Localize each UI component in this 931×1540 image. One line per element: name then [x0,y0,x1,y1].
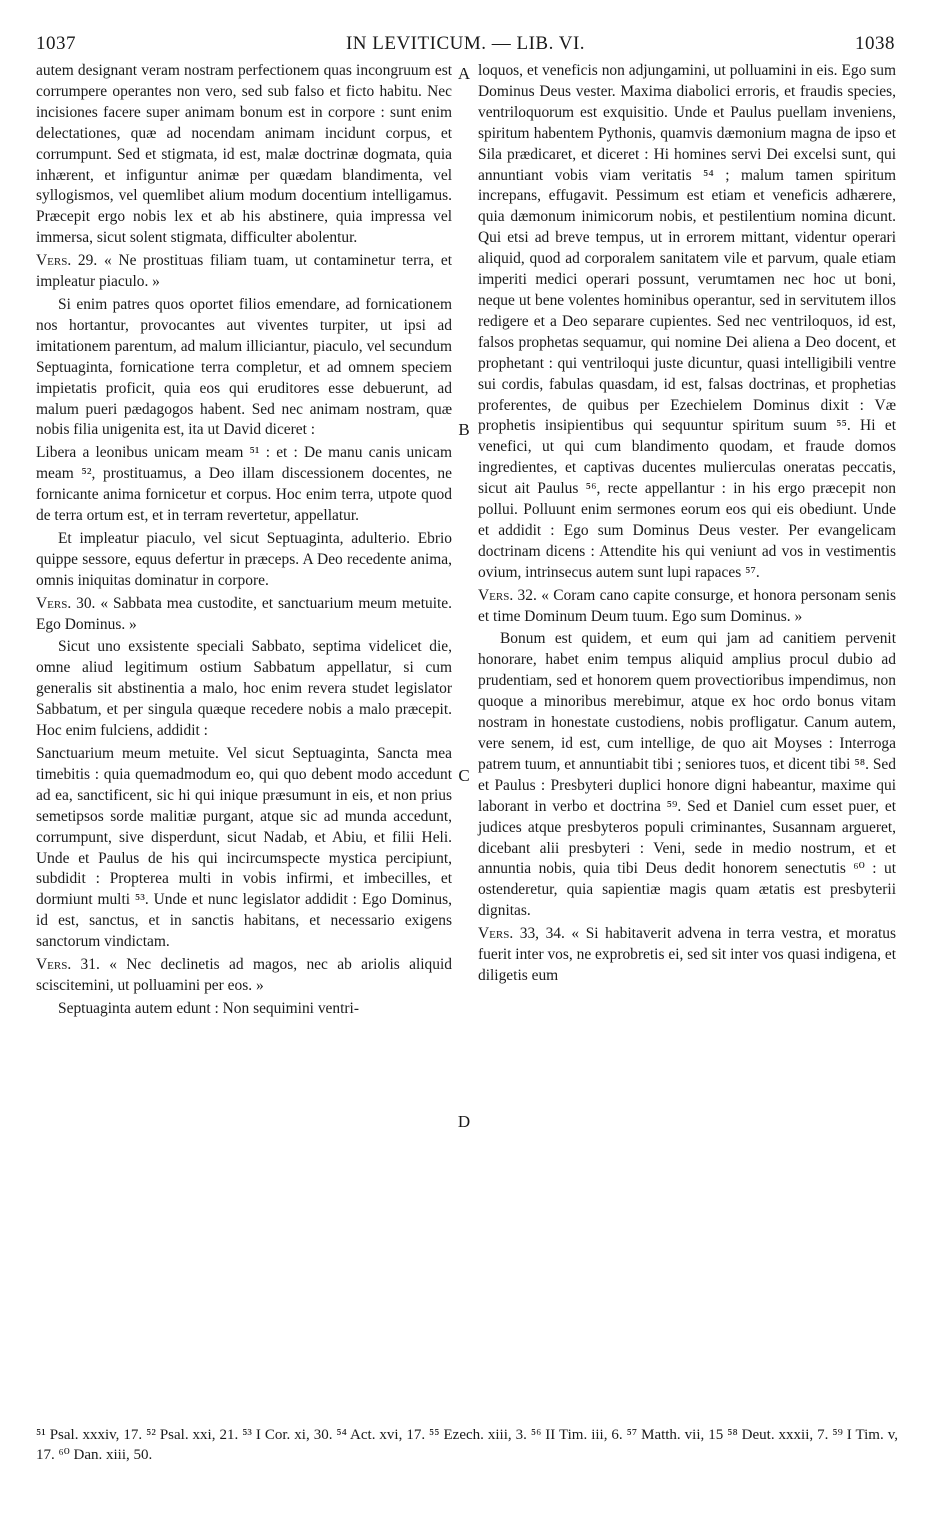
commentary-paragraph: Sicut uno exsistente speciali Sabbato, septima videlicet die, omne aliud legitimum ostium Sabbatum appellatur, si cum generalis sit abstinentia a malo, hoc enim revera studet legislator Sabbatum, et per singula quæque recedere nobis a malo præcepit. Hoc enim fulciens, addidit : [36,638,452,740]
verse-heading [36,251,452,293]
commentary-paragraph: autem designant veram nostram perfectionem quas incongruum est corrumpere operantes non vero, sed sub falso et ficto habitu. Nec incisiones facere super animam bonum est in corpore : sunt enim delectationes, quæ ad nocendam animam incidunt corpus, et corrumpunt. Sed et stigmata, id est, malæ doctrinæ dogmata, quia inhærent, et infiguntur animæ per quædam blandimenta, vel syllogismos, vel quemlibet alium modum docentium intelligamus. Præcepit ergo nobis lex et ab his abstinere, quia impressa vel immersa, sicut solent stigmata, difficulter abolentur. [36,62,452,247]
margin-marker-c: C [458,766,470,785]
verse-heading [478,586,896,628]
verse-number: Vers. 29. [36,252,98,270]
verse-number: Vers. 32. [478,586,537,604]
commentary-paragraph: Libera a leonibus unicam meam ⁵¹ : et : De manu canis unicam meam ⁵², prostituamus, a Deo illam discessionem docentes, ne fornicante anima fornicetur et corpus. Hoc enim terra, utpote quod de terra ortum est, et in terram revertetur, appellatur. [36,444,452,525]
margin-marker-a: A [457,64,471,83]
right-page-number: 1038 [855,33,895,54]
verse-text: « Coram cano capite consurge, et honora personam senis et time Dominum Deum tuum. Ego sum Dominus. » [478,586,896,625]
left-column [36,61,452,1022]
commentary-paragraph: loquos, et veneficis non adjungamini, ut polluamini in eis. Ego sum Dominus Deus vester. Maxima diabolici erroris, et fraudis species, ventriloquorum est exquisitio. Unde et Paulus puellam inveniens, spiritum habentem Pythonis, quamvis dæmonium magna de ipso et Sila prædicaret, et diceret : Hi homines servi Dei excelsi sunt, qui annuntiant vobis viam veritatis ⁵⁴ ; malum tamen spiritum increpans, effugavit. Pessimum est etiam et veneficis adhærere, quia dæmonum inimicorum nobis, et pestilentium nomina dicunt. Qui etsi ad breve tempus, ut in errorem mittant, videntur operari aliquid, quod ad corporalem sanitatem vile et parvum, quale etiam imperiti medici operari possunt, verumtamen nec hoc ut boni, neque ut bene volentes hominibus operantur, sed in servitutem illos redigere et a Deo separare cupientes. Sed nec ventriloquos, id est, falsos prophetas sequamur, qui nomine Dei aliena a Deo docent, et prophetant : qui ventriloqui juste dicuntur, quasi intelligibili ventre sui cordis, fabulas quasdam, id est, falsas doctrinas, et prophetias proferentes, de quibus per Ezechielem Dominus dixit : Væ prophetis insipientibus qui sequuntur spiritum suum ⁵⁵. Hi et venefici, ut qui cum blandimento quodam, et fraude domos ingredientes, et captivas ducentes mulierculas oneratas peccatis, sicut ait Paulus ⁵⁶, recte appellantur : in his ergo præcepit non pollui. Polluunt enim sermones eorum eos qui eis obediunt. Unde et addidit : Ego sum Dominus Deus vester. Per evangelicam doctrinam dicens : Attendite his qui veniunt ad vos in vestimentis ovium, intrinsecus autem sunt lupi rapaces ⁵⁷. [478,62,896,581]
right-column [478,61,896,989]
running-header [36,33,895,59]
running-title: IN LEVITICUM. — LIB. VI. [345,33,586,54]
left-page-number: 1037 [36,33,76,54]
commentary-paragraph: Sanctuarium meum metuite. Vel sicut Septuaginta, Sancta mea timebitis : quia quemadmodum eo, qui quo debent modo accedunt ad ea, sanctificent, sic hi qui inique præsumunt in eis, et non prius semetipsos sorde malitiæ purgant, atque sic ad munda accedunt, corrumpunt, sive disperdunt, sicut Nadab, et Abiu, et filii Heli. Unde et Paulus de his qui incircumspecte mystica percipiunt, subdidit : Propterea multi in vobis infirmi, et imbecilles, et dormiunt multi ⁵³. Unde et nunc legislator addidit : Ego Dominus, id est, sanctus, et in sanctis habitans, et necessario exigens sanctorum vindictam. [36,745,452,951]
verse-text: « Ne prostituas filiam tuam, ut contaminetur terra, et impleatur piaculo. » [36,252,453,291]
verse-number: Vers. 33, 34. [478,925,565,943]
verse-text: « Si habitaverit advena in terra vestra, et moratus fuerit inter vos, ne exprobretis ei, sed sit inter vos quasi indigena, et diligetis eum [478,925,896,984]
verse-number: Vers. 30. [36,594,96,612]
verse-heading [478,924,896,987]
commentary-paragraph: Bonum est quidem, et eum qui jam ad canitiem pervenit honorare, habet enim tempus aliquid amplius procul dubio ad prudentiam, sed et honorem quem provectioribus impendimus, non quoque a minoribus merebimur, atque ex hoc ordo bonus vitam nostram in honestate custodiens, nobis profligatur. Canum autem, vere senem, id est, cum intellige, de quo ait Moyses : Interroga patrem tuum, et annuntiabit tibi ; seniores tuos, et dicent tibi ⁵⁸. Sed et Paulus : Presbyteri duplici honore digni habeantur, maxime qui laborant in verbo et doctrina ⁵⁹. Sed et Daniel cum esset puer, et judices atque presbyteros populi criminantes, Susannam argueret, dicebant alii presbyteri : Veni, sede in medio nostrum, et et annuntia nobis, quia tibi Deus dedit honorem senectutis ⁶⁰ : ut ostenderetur, quia sapientiæ magis quam ætatis est presbyterii dignitas. [478,630,896,920]
verse-number: Vers. 31. [36,956,100,974]
verse-heading [36,594,452,636]
verse-text: « Nec declinetis ad magos, nec ab ariolis aliquid sciscitemini, ut polluamini per eos. » [36,956,452,994]
commentary-paragraph: Et impleatur piaculo, vel sicut Septuaginta, adulterio. Ebrio quippe sessore, equus defertur in præceps. A Deo recedente anima, omnis iniquitas dominatur in corpore. [36,529,452,589]
footnotes: ⁵¹ Psal. xxxiv, 17. ⁵² Psal. xxi, 21. ⁵³ I Cor. xi, 30. ⁵⁴ Act. xvi, 17. ⁵⁵ Ezech. xiii, 3. ⁵⁶ II Tim. iii, 6. ⁵⁷ Matth. vii, 15 ⁵⁸ Deut. xxxii, 7. ⁵⁹ I Tim. v, 17. ⁶⁰ Dan. xiii, 50. [36,1427,898,1463]
verse-heading [36,955,452,997]
commentary-paragraph: Si enim patres quos oportet filios emendare, ad fornicationem nos hortantur, provocantes aut viventes turpiter, ut ipsi ad imitationem parentum, ad malum illiciantur, piaculo, vel secundum Septuaginta, fornicatione terra completur, et ad omnem speciem impietatis proficit, quia eos qui eruditores esse debuerunt, ad malum pueri pædagogos habent. Sed nec animam nostram, quæ nobis filia unigenita est, ita ut David diceret : [36,295,452,439]
margin-marker-b: B [458,420,470,439]
verse-text: « Sabbata mea custodite, et sanctuarium meum metuite. Ego Dominus. » [36,594,452,633]
commentary-paragraph: Septuaginta autem edunt : Non sequimini ventri- [58,999,359,1017]
margin-marker-d: D [457,1112,471,1131]
